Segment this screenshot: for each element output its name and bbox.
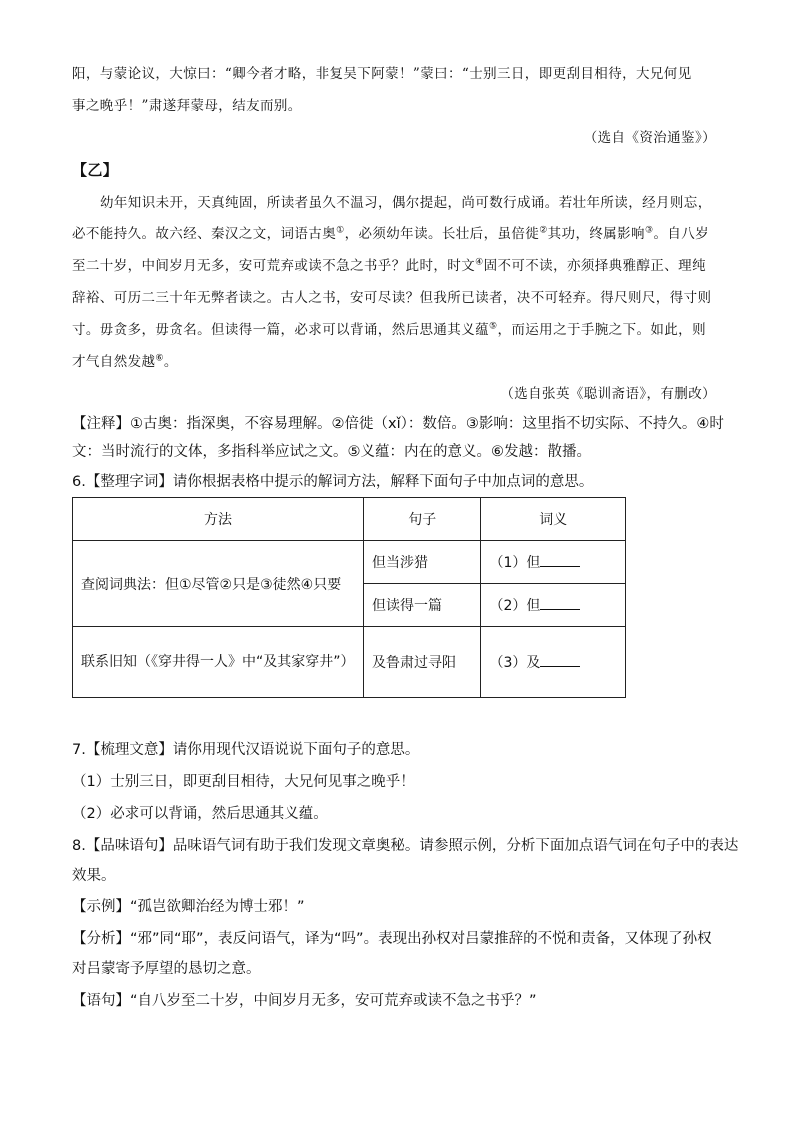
passage-yi-heading: 【乙】 (72, 161, 119, 179)
passage-yi-line-3 (72, 256, 706, 276)
question-8-prompt-line-2: 效果。 (72, 868, 116, 884)
sentence-cell: 及鲁肃过寻阳 (364, 627, 481, 698)
meaning-cell-1 (481, 541, 626, 584)
meaning-label: （2）但 (489, 598, 541, 614)
passage-yi-text: 才气自然发越 (72, 354, 156, 370)
passage-jia-line-1: 阳，与蒙论议，大惊曰：“卿今者才略，非复吴下阿蒙！”蒙曰：“士别三日，即更刮目相待，大兄何见 (72, 66, 692, 82)
footnote-mark-2: ② (539, 225, 548, 236)
method-dictionary: 查阅词典法：但①尽管②只是③徒然④只要 (73, 541, 364, 627)
footnote-mark-4: ④ (475, 257, 484, 268)
passage-jia-source: （选自《资治通鉴》） (583, 130, 716, 146)
footnote-mark-1: ① (336, 225, 345, 236)
footnote-mark-3: ③ (644, 225, 654, 236)
passage-yi-text: 。 (163, 354, 178, 370)
sentence-cell: 但当涉猎 (364, 541, 481, 584)
table-header-sentence: 句子 (364, 498, 481, 541)
passage-yi-text: 寸。毋贪多，毋贪名。但读得一篇，必求可以背诵，然后思通其义蕴 (72, 322, 489, 338)
passage-yi-text: 固不可不读，亦须择典雅醇正、理纯 (483, 258, 706, 274)
passage-yi-text: 其功，终属影响 (547, 226, 645, 242)
passage-yi-text: 。自八岁 (653, 226, 710, 242)
passage-yi-text: ，必须幼年读。长壮后，虽倍徙 (344, 226, 540, 242)
passage-yi-text: ，而运用之于手腕之下。如此，则 (497, 322, 706, 338)
method-prior-knowledge: 联系旧知（《穿井得一人》中“及其家穿井”） (73, 627, 364, 698)
passage-yi-line-5 (72, 320, 706, 340)
meaning-label: （1）但 (489, 555, 541, 571)
question-8-analysis-line-1: 【分析】“邪”同“耶”，表反问语气，译为“吗”。表现出孙权对吕蒙推辞的不悦和责备，又体现了孙权 (72, 931, 712, 947)
question-7-item-1: （1）士别三日，即更刮目相待，大兄何见事之晚乎！ (72, 774, 415, 790)
passage-yi-line-4: 辞裕、可历二三十年无弊者读之。古人之书，安可尽读？但我所已读者，决不可轻弃。得尺则尺，得寸则 (72, 290, 712, 306)
passage-yi-line-6 (72, 352, 178, 372)
footnote-mark-6: ⑥ (155, 353, 164, 364)
table-header-method: 方法 (73, 498, 364, 541)
footnote-mark-5: ⑤ (489, 321, 498, 332)
passage-yi-text: 必不能持久。故六经、秦汉之文，词语古奥 (72, 226, 337, 242)
table-header-meaning: 词义 (481, 498, 626, 541)
table-row (73, 541, 626, 584)
passage-yi-text: 至二十岁，中间岁月无多，安可荒弃或读不急之书乎？此时，时文 (72, 258, 476, 274)
question-7-prompt: 7.【梳理文意】请你用现代汉语说说下面句子的意思。 (72, 742, 420, 758)
question-8-analysis-line-2: 对吕蒙寄予厚望的恳切之意。 (72, 961, 261, 977)
question-6-prompt: 6.【整理字词】请你根据表格中提示的解词方法，解释下面句子中加点词的意思。 (72, 474, 594, 490)
answer-blank-3[interactable] (540, 652, 580, 667)
question-8-example: 【示例】“孤岂欲卿治经为博士邪！” (72, 899, 305, 915)
answer-blank-2[interactable] (540, 595, 580, 610)
meaning-cell-3 (481, 627, 626, 698)
passage-yi-source: （选自张英《聪训斋语》，有删改） (500, 386, 716, 402)
table-row (73, 627, 626, 698)
meaning-cell-2 (481, 584, 626, 627)
question-7-item-2: （2）必求可以背诵，然后思通其义蕴。 (72, 806, 328, 822)
passage-yi-line-1: 幼年知识未开，天真纯固，所读者虽久不温习，偶尔提起，尚可数行成诵。若壮年所读，经月则忘， (100, 195, 712, 211)
answer-blank-1[interactable] (540, 552, 580, 567)
notes-line-2: 文：当时流行的文体，多指科举应试之文。⑤义蕴：内在的意义。⑥发越：散播。 (72, 444, 591, 460)
table-header-row (73, 498, 626, 541)
passage-jia-line-2: 事之晚乎！”肃遂拜蒙母，结友而别。 (72, 98, 302, 114)
passage-yi-line-2 (72, 224, 709, 244)
meaning-label: （3）及 (489, 655, 541, 671)
question-8-sentence: 【语句】“自八岁至二十岁，中间岁月无多，安可荒弃或读不急之书乎？” (72, 993, 537, 1009)
notes-line-1: 【注释】①古奥：指深奥，不容易理解。②倍徙（xǐ）：数倍。③影响：这里指不切实际、不持久。④时 (72, 416, 724, 432)
sentence-cell: 但读得一篇 (364, 584, 481, 627)
vocabulary-table (72, 497, 626, 698)
question-8-prompt-line-1: 8.【品味语句】品味语气词有助于我们发现文章奥秘。请参照示例，分析下面加点语气词在句子中的表达 (72, 838, 739, 854)
